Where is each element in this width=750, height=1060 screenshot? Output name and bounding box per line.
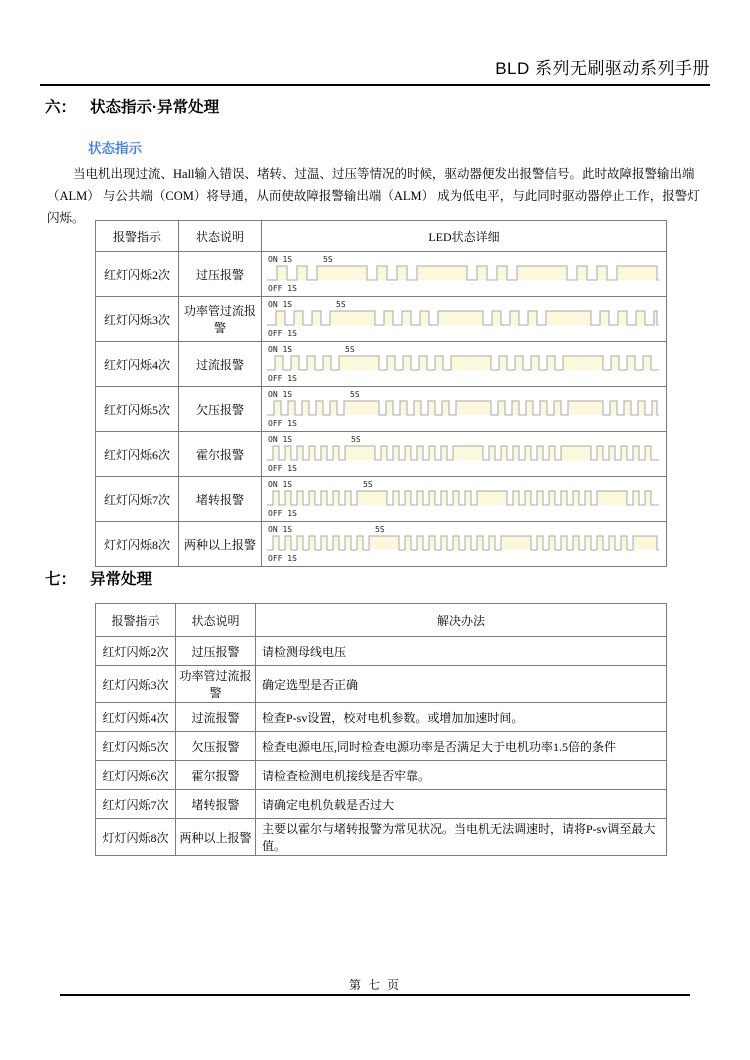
troubleshooting-table-row <box>96 732 667 761</box>
troubleshooting-table-head <box>96 604 667 637</box>
alarm-indicator-cell: 红灯闪烁4次 <box>96 342 179 387</box>
subsection-status-indication-heading: 状态指示 <box>88 141 142 156</box>
alarm-indicator-cell: 红灯闪烁7次 <box>96 477 179 522</box>
led-waveform-cell <box>262 297 667 342</box>
led-status-table-head <box>96 221 667 252</box>
status-description-cell: 功率管过流报警 <box>176 666 256 703</box>
led-waveform-cell <box>262 252 667 297</box>
led-status-table-row <box>96 297 667 342</box>
page-footer: 第 七 页 <box>60 976 690 996</box>
solution-cell: 检查电源电压,同时检查电源功率是否满足大于电机功率1.5倍的条件 <box>256 732 667 761</box>
led-waveform-cell <box>262 432 667 477</box>
status-description-cell: 过流报警 <box>179 342 262 387</box>
led-status-table-body <box>96 252 667 567</box>
solution-cell: 请检测母线电压 <box>256 637 667 666</box>
waveform-off-label: OFF 1S <box>268 554 297 563</box>
troubleshooting-table-row <box>96 637 667 666</box>
alarm-indicator-cell: 红灯闪烁2次 <box>96 637 176 666</box>
status-description-cell: 两种以上报警 <box>176 819 256 856</box>
waveform-on-label: ON 1S <box>268 435 293 444</box>
led-waveform-cell <box>262 477 667 522</box>
solution-cell: 检查P-sv设置，校对电机参数。或增加加速时间。 <box>256 703 667 732</box>
solution-cell: 请确定电机负载是否过大 <box>256 790 667 819</box>
alarm-indicator-cell: 灯灯闪烁8次 <box>96 522 179 567</box>
led-status-table-row <box>96 522 667 567</box>
alarm-indicator-cell: 红灯闪烁4次 <box>96 703 176 732</box>
led-waveform <box>266 399 660 417</box>
section-7-title: 异常处理 <box>90 571 153 588</box>
col-header-alarm-indicator: 报警指示 <box>96 221 179 252</box>
alarm-indicator-cell: 红灯闪烁5次 <box>96 732 176 761</box>
paragraph-line-1: 当电机出现过流、Hall输入错误、堵转、过温、过压等情况的时候，驱动器便发出报警信号。此时故障报警输出端 <box>73 167 695 181</box>
section-6-heading <box>45 95 219 117</box>
col-header-status-description: 状态说明 <box>179 221 262 252</box>
paragraph-line-2: （ALM） 与公共端（COM）将导通，从而使故障报警输出端（ALM） 成为低电平，与此同时驱动器停止工作，报警灯闪烁。 <box>47 189 700 225</box>
status-description-cell: 过压报警 <box>176 637 256 666</box>
led-waveform <box>266 309 660 327</box>
led-waveform <box>266 444 660 462</box>
alarm-indicator-cell: 红灯闪烁6次 <box>96 432 179 477</box>
col-header-led-detail: LED状态详细 <box>262 221 667 252</box>
alarm-indicator-cell: 红灯闪烁5次 <box>96 387 179 432</box>
waveform-off-label: OFF 1S <box>268 509 297 518</box>
waveform-gap-label: 5S <box>350 390 360 399</box>
waveform-gap-label: 5S <box>363 480 373 489</box>
led-waveform-cell <box>262 342 667 387</box>
alarm-indicator-cell: 红灯闪烁7次 <box>96 790 176 819</box>
troubleshooting-table-row <box>96 666 667 703</box>
led-status-table-row <box>96 387 667 432</box>
alarm-indicator-cell: 灯灯闪烁8次 <box>96 819 176 856</box>
troubleshooting-table-row <box>96 790 667 819</box>
waveform-on-label: ON 1S <box>268 390 293 399</box>
status-description-cell: 过压报警 <box>179 252 262 297</box>
troubleshooting-table-row <box>96 703 667 732</box>
waveform-on-label: ON 1S <box>268 480 293 489</box>
waveform-on-label: ON 1S <box>268 345 293 354</box>
led-status-table-row <box>96 432 667 477</box>
waveform-gap-label: 5S <box>323 255 333 264</box>
waveform-gap-label: 5S <box>345 345 355 354</box>
led-waveform-cell <box>262 387 667 432</box>
waveform-off-label: OFF 1S <box>268 464 297 473</box>
status-description-cell: 两种以上报警 <box>179 522 262 567</box>
led-status-table-row <box>96 342 667 387</box>
waveform-gap-label: 5S <box>351 435 361 444</box>
waveform-gap-label: 5S <box>336 300 346 309</box>
troubleshooting-table-row <box>96 819 667 856</box>
col-header-status-description: 状态说明 <box>176 604 256 637</box>
status-description-cell: 霍尔报警 <box>179 432 262 477</box>
col-header-alarm-indicator: 报警指示 <box>96 604 176 637</box>
waveform-off-label: OFF 1S <box>268 329 297 338</box>
waveform-on-label: ON 1S <box>268 525 293 534</box>
table-header-row <box>96 221 667 252</box>
led-status-table-row <box>96 252 667 297</box>
header-rule <box>40 84 710 86</box>
led-waveform <box>266 354 660 372</box>
led-waveform <box>266 264 660 282</box>
troubleshooting-table-row <box>96 761 667 790</box>
section-7-heading <box>45 567 152 589</box>
alarm-indicator-cell: 红灯闪烁3次 <box>96 666 176 703</box>
alarm-indicator-cell: 红灯闪烁2次 <box>96 252 179 297</box>
solution-cell: 主要以霍尔与堵转报警为常见状况。当电机无法调速时，请将P-sv调至最大值。 <box>256 819 667 856</box>
status-description-cell: 堵转报警 <box>176 790 256 819</box>
status-description-cell: 功率管过流报警 <box>179 297 262 342</box>
waveform-off-label: OFF 1S <box>268 284 297 293</box>
status-description-cell: 霍尔报警 <box>176 761 256 790</box>
section-6-title: 状态指示·异常处理 <box>90 99 220 116</box>
section-7-number: 七： <box>45 571 77 588</box>
led-status-table-row <box>96 477 667 522</box>
troubleshooting-table <box>95 603 667 856</box>
waveform-gap-label: 5S <box>375 525 385 534</box>
col-header-solution: 解决办法 <box>256 604 667 637</box>
status-description-cell: 堵转报警 <box>179 477 262 522</box>
led-waveform <box>266 534 660 552</box>
document-title: BLD 系列无刷驱动系列手册 <box>495 59 710 78</box>
led-status-table <box>95 220 667 567</box>
waveform-off-label: OFF 1S <box>268 419 297 428</box>
solution-cell: 确定选型是否正确 <box>256 666 667 703</box>
waveform-on-label: ON 1S <box>268 300 293 309</box>
waveform-off-label: OFF 1S <box>268 374 297 383</box>
status-description-cell: 欠压报警 <box>176 732 256 761</box>
solution-cell: 请检查检测电机接线是否牢靠。 <box>256 761 667 790</box>
alarm-indicator-cell: 红灯闪烁6次 <box>96 761 176 790</box>
led-waveform <box>266 489 660 507</box>
waveform-on-label: ON 1S <box>268 255 293 264</box>
table-header-row <box>96 604 667 637</box>
status-description-cell: 过流报警 <box>176 703 256 732</box>
status-description-cell: 欠压报警 <box>179 387 262 432</box>
section-6-number: 六： <box>45 99 77 116</box>
led-waveform-cell <box>262 522 667 567</box>
troubleshooting-table-body <box>96 637 667 856</box>
alarm-indicator-cell: 红灯闪烁3次 <box>96 297 179 342</box>
